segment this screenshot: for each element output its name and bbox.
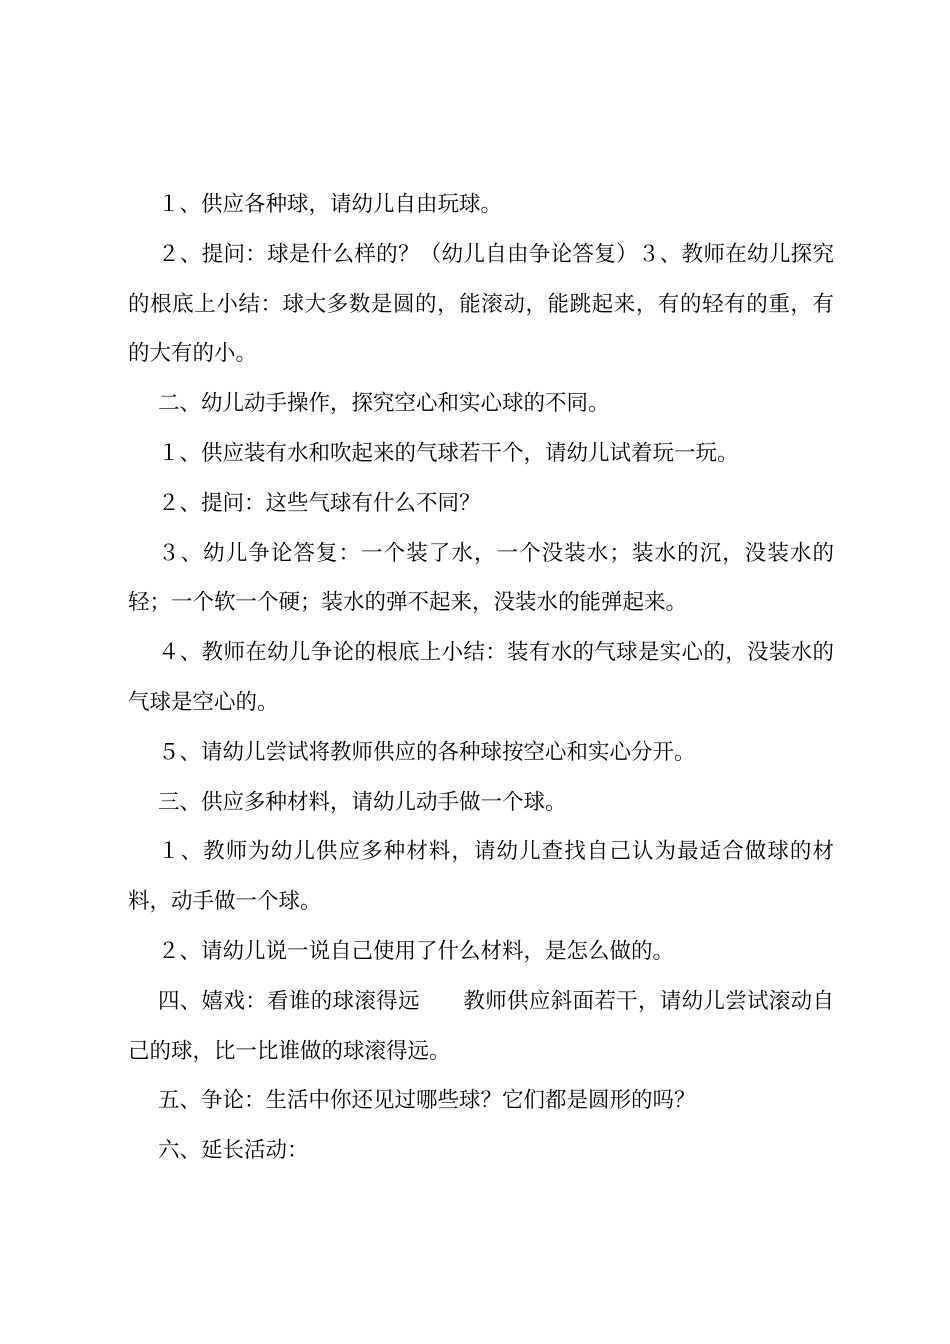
- paragraph-4: １、供应装有水和吹起来的气球若干个，请幼儿试着玩一玩。: [158, 440, 739, 466]
- paragraph-6: ３、幼儿争论答复：一个装了水，一个没装水；装水的沉，没装水的轻；一个软一个硬；装水的弹不起来，没装水的能弹起来。: [128, 540, 834, 616]
- paragraph-3: 二、幼儿动手操作，探究空心和实心球的不同。: [158, 391, 610, 417]
- document-body: [128, 180, 834, 1176]
- paragraph-1: １、供应各种球，请幼儿自由玩球。: [158, 192, 503, 217]
- paragraph-9: 三、供应多种材料，请幼儿动手做一个球。: [158, 789, 567, 815]
- paragraph-14: 六、延长活动：: [158, 1138, 309, 1164]
- paragraph-11: ２、请幼儿说一说自己使用了什么材料，是怎么做的。: [158, 938, 675, 964]
- paragraph-10: １、教师为幼儿供应多种材料，请幼儿查找自己认为最适合做球的材料，动手做一个球。: [128, 839, 834, 915]
- paragraph-5: ２、提问：这些气球有什么不同？: [158, 490, 481, 516]
- paragraph-13: 五、争论：生活中你还见过哪些球？它们都是圆形的吗？: [158, 1088, 696, 1114]
- paragraph-7: ４、教师在幼儿争论的根底上小结：装有水的气球是实心的，没装水的气球是空心的。: [128, 640, 834, 715]
- paragraph-12: 四、嬉戏：看谁的球滚得远 教师供应斜面若干，请幼儿尝试滚动自己的球，比一比谁做的球滚得远。: [128, 988, 834, 1064]
- paragraph-2: ２、提问：球是什么样的？（幼儿自由争论答复）３、教师在幼儿探究的根底上小结：球大多数是圆的，能滚动，能跳起来，有的轻有的重，有的大有的小。: [128, 241, 834, 367]
- paragraph-8: ５、请幼儿尝试将教师供应的各种球按空心和实心分开。: [158, 739, 696, 765]
